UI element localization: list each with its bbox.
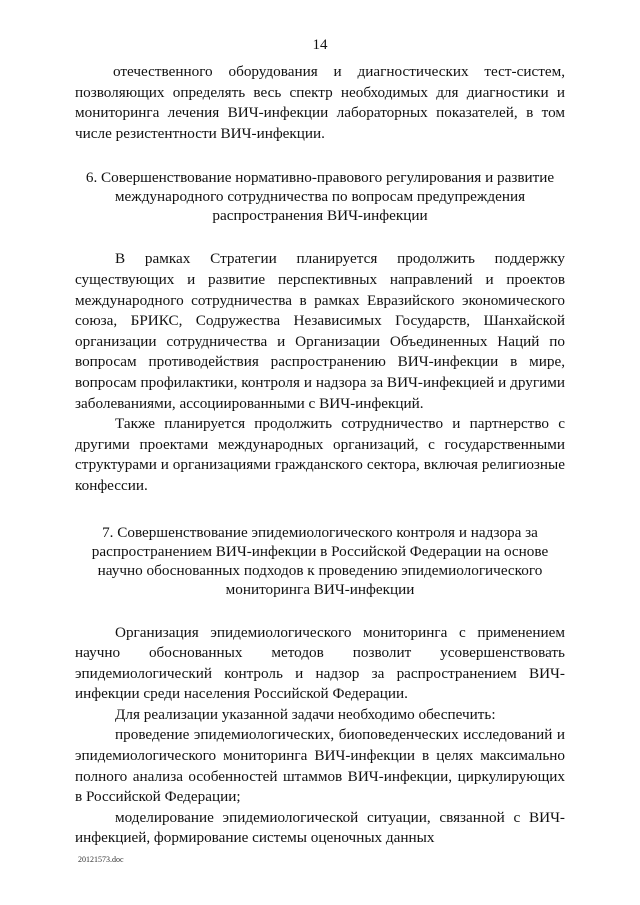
section-7-paragraph-3: проведение эпидемиологических, биоповеденческих исследований и эпидемиологического мониторинга ВИЧ-инфекции в целях максимально полного анализа особенностей штаммов ВИЧ-инфекции, циркулирующих в Российской Федерации; xyxy=(75,726,565,806)
file-name-footer: 20121573.doc xyxy=(78,855,124,864)
section-7-heading: 7. Совершенствование эпидемиологического контроля и надзора за распространением ВИЧ-инфекции в Российской Федерации на основе научно обоснованных подходов к проведению эпидемиологического мониторинга ВИЧ-инфекции xyxy=(91,523,549,598)
section-7-paragraph-4: моделирование эпидемиологической ситуации, связанной с ВИЧ-инфекцией, формирование системы оценочных данных xyxy=(75,808,565,847)
section-7-paragraph-2: Для реализации указанной задачи необходимо обеспечить: xyxy=(115,705,496,723)
section-6-paragraph-2: Также планируется продолжить сотрудничество и партнерство с другими проектами международных организаций, с государственными структурами и организациями гражданского сектора, включая религиозные конфессии. xyxy=(75,415,565,494)
document-body xyxy=(75,62,565,849)
section-6-heading: 6. Совершенствование нормативно-правового регулирования и развитие международного сотрудничества по вопросам предупреждения распространения ВИЧ-инфекции xyxy=(85,169,555,225)
paragraph-continuation: отечественного оборудования и диагностических тест-систем, позволяющих определять весь спектр необходимых для диагностики и мониторинга лечения ВИЧ-инфекции лабораторных показателей, в том числе резистентности ВИЧ-инфекции. xyxy=(75,63,565,142)
section-7-paragraph-1: Организация эпидемиологического мониторинга с применением научно обоснованных методов позволит усовершенствовать эпидемиологический контроль и надзор за распространением ВИЧ-инфекции среди населения Российской Федерации. xyxy=(75,623,565,703)
page-number: 14 xyxy=(312,37,328,53)
section-6-paragraph-1: В рамках Стратегии планируется продолжить поддержку существующих и развитие перспективных направлений и проектов международного сотрудничества в рамках Евразийского экономического союза, БРИКС, Содружества Независимых Государств, Шанхайской организации сотрудничества и Организации Объединенных Наций по вопросам противодействия распространению ВИЧ-инфекции в мире, вопросам профилактики, контроля и надзора за ВИЧ-инфекцией и другими заболеваниями, ассоциированными с ВИЧ-инфекций. xyxy=(75,250,565,412)
